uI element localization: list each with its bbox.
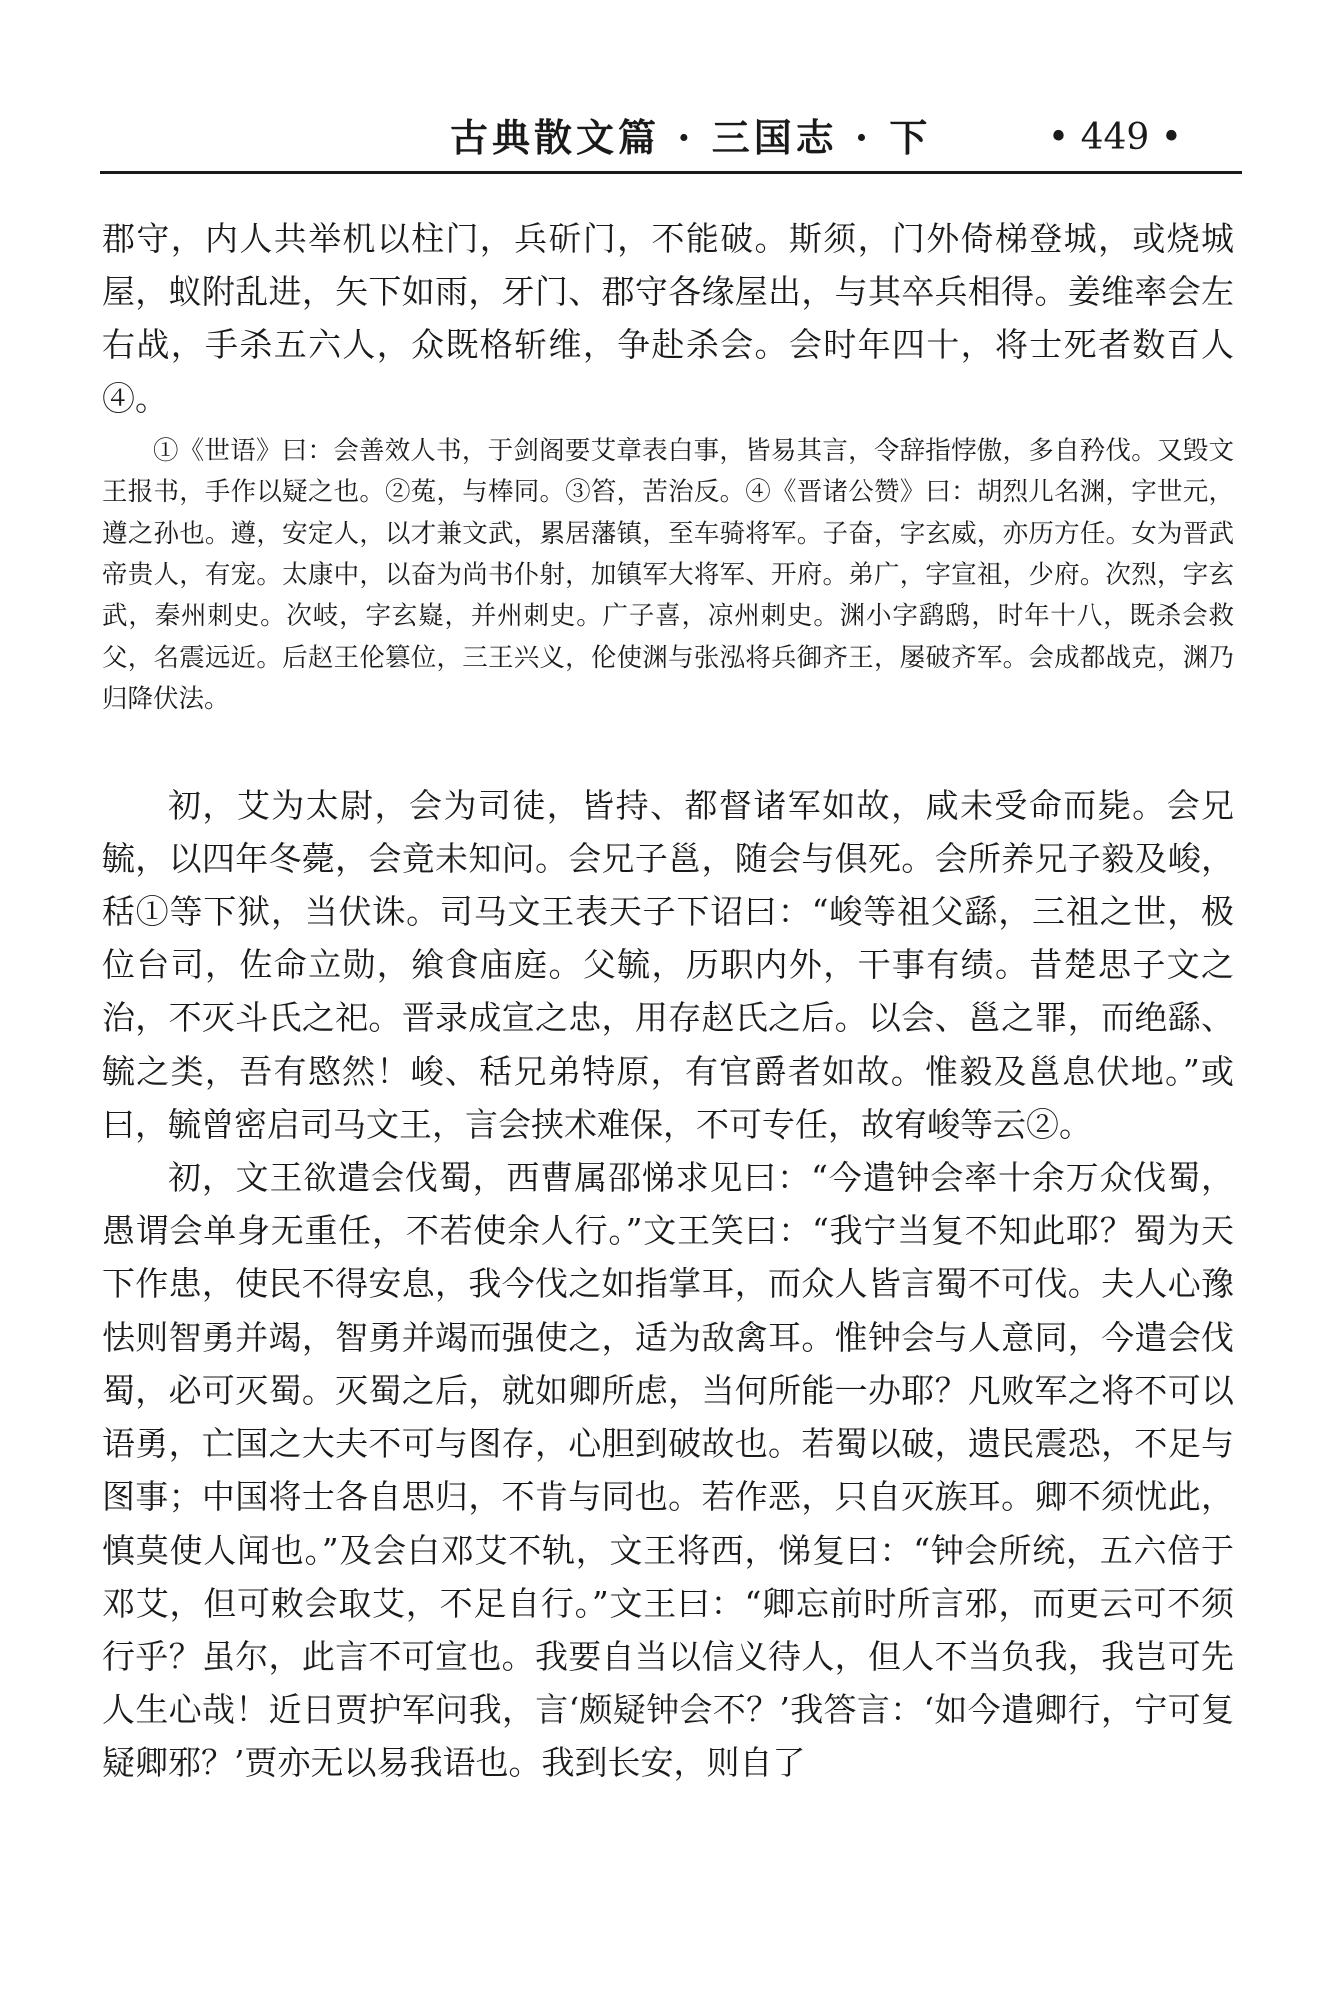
- page-number: • 449 •: [1047, 117, 1182, 158]
- section-gap: [102, 721, 1234, 779]
- header-title: 古典散文篇 · 三国志 · 下: [450, 115, 932, 160]
- header-rule: [100, 171, 1242, 174]
- paragraph-2: 初，艾为太尉，会为司徒，皆持、都督诸军如故，咸未受命而毙。会兄毓，以四年冬薨，会竟未知问。会兄子邕，随会与俱死。会所养兄子毅及峻，秳①等下狱，当伏诛。司马文王表天子下诏曰：“峻等祖父繇，三祖之世，极位台司，佐命立勋，飨食庙庭。父毓，历职内外，干事有绩。昔楚思子文之治，不灭斗氏之祀。晋录成宣之忠，用存赵氏之后。以会、邕之罪，而绝繇、毓之类，吾有愍然！峻、秳兄弟特原，有官爵者如故。惟毅及邕息伏地。”或曰，毓曾密启司马文王，言会挟术难保，不可专任，故宥峻等云②。: [102, 785, 1234, 1144]
- main-text: [102, 212, 1234, 1790]
- paragraph-1: 郡守，内人共举机以柱门，兵斫门，不能破。斯须，门外倚梯登城，或烧城屋，蚁附乱进，矢下如雨，牙门、郡守各缘屋出，与其卒兵相得。姜维率会左右战，手杀五六人，众既格斩维，争赴杀会。会时年四十，将士死者数百人④。: [102, 219, 1234, 418]
- annotation-notes: ①《世语》曰：会善效人书，于剑阁要艾章表白事，皆易其言，令辞指悖傲，多自矜伐。又毁文王报书，手作以疑之也。②菟，与棒同。③笞，苦治反。④《晋诸公赞》曰：胡烈儿名渊，字世元，遵之孙也。遵，安定人，以才兼文武，累居藩镇，至车骑将军。子奋，字玄威，亦历方任。女为晋武帝贵人，有宠。太康中，以奋为尚书仆射，加镇军大将军、开府。弟广，字宣祖，少府。次烈，字玄武，秦州刺史。次岐，字玄嶷，并州刺史。广子喜，凉州刺史。渊小字鹞鸱，时年十八，既杀会救父，名震远近。后赵王伦篡位，三王兴义，伦使渊与张泓将兵御齐王，屡破齐军。会成都战克，渊乃归降伏法。: [102, 435, 1234, 715]
- running-header: [100, 108, 1230, 168]
- paragraph-3: 初，文王欲遣会伐蜀，西曹属邵悌求见曰：“今遣钟会率十余万众伐蜀，愚谓会单身无重任，不若使余人行。”文王笑曰：“我宁当复不知此耶？蜀为天下作患，使民不得安息，我今伐之如指掌耳，而众人皆言蜀不可伐。夫人心豫怯则智勇并竭，智勇并竭而强使之，适为敌禽耳。惟钟会与人意同，今遣会伐蜀，必可灭蜀。灭蜀之后，就如卿所虑，当何所能一办耶？凡败军之将不可以语勇，亡国之大夫不可与图存，心胆到破故也。若蜀以破，遗民震恐，不足与图事；中国将士各自思归，不肯与同也。若作恶，只自灭族耳。卿不须忧此，慎莫使人闻也。”及会白邓艾不轨，文王将西，悌复曰：“钟会所统，五六倍于邓艾，但可敕会取艾，不足自行。”文王曰：“卿忘前时所言邪，而更云可不须行乎？虽尔，此言不可宣也。我要自当以信义待人，但人不当负我，我岂可先人生心哉！近日贾护军问我，言‘颇疑钟会不？’我答言：‘如今遣卿行，宁可复疑卿邪？’贾亦无以易我语也。我到长安，则自了: [102, 1158, 1234, 1783]
- annotation-block: [102, 431, 1234, 721]
